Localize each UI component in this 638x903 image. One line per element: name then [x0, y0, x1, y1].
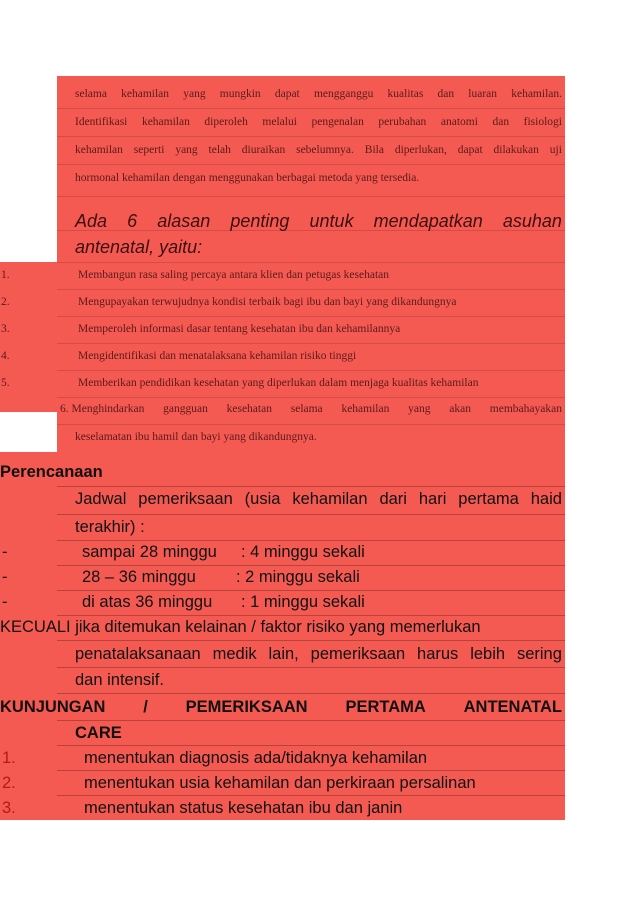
- top-red-block: [57, 76, 565, 264]
- reason-number: 2.: [1, 296, 10, 308]
- reason-number: 5.: [1, 377, 10, 389]
- schedule-range: di atas 36 minggu: [82, 593, 213, 611]
- reason6-line2: keselamatan ibu hamil dan bayi yang dikandungnya.: [75, 431, 317, 443]
- reason-text: Membangun rasa saling percaya antara klien dan petugas kesehatan: [78, 269, 390, 281]
- kunjungan-text: menentukan usia kehamilan dan perkiraan persalinan: [84, 774, 476, 792]
- list-indent-red: [0, 262, 57, 412]
- schedule-range: sampai 28 minggu: [82, 543, 217, 561]
- schedule-dash: -: [2, 543, 8, 561]
- kunjungan-text: menentukan status kesehatan ibu dan janin: [84, 799, 403, 817]
- para1-line1: selama kehamilan yang mungkin dapat mengganggu kualitas dan luaran kehamilan.: [75, 88, 562, 100]
- reason-item: [0, 350, 357, 362]
- reason-item: [0, 323, 401, 335]
- reason-text: Memperoleh informasi dasar tentang kesehatan ibu dan kehamilannya: [78, 323, 401, 335]
- kunjungan-number: 2.: [2, 774, 16, 792]
- reason6-line1: 6. Menghindarkan gangguan kesehatan selama kehamilan yang akan membahayakan: [60, 403, 562, 415]
- kunjungan-text: menentukan diagnosis ada/tidaknya kehamilan: [84, 749, 428, 767]
- reason-number: 1.: [1, 269, 10, 281]
- reason-text: Mengupayakan terwujudnya kondisi terbaik bagi ibu dan bayi yang dikandungnya: [78, 296, 457, 308]
- kecuali-line1: KECUALI jika ditemukan kelainan / faktor risiko yang memerlukan: [0, 618, 481, 636]
- schedule-frequency: : 1 minggu sekali: [241, 593, 365, 611]
- para1-line2: Identifikasi kehamilan diperoleh melalui pengenalan perubahan anatomi dan fisiologi: [75, 116, 562, 128]
- kunjungan-number: 1.: [2, 749, 16, 767]
- reason-item: [0, 269, 390, 281]
- reason-text: Mengidentifikasi dan menatalaksana kehamilan risiko tinggi: [78, 350, 357, 362]
- para1-line4: hormonal kehamilan dengan menggunakan berbagai metoda yang tersedia.: [75, 172, 420, 184]
- schedule-dash: -: [2, 593, 8, 611]
- reason-number: 4.: [1, 350, 10, 362]
- heading-alasan-line1: Ada 6 alasan penting untuk mendapatkan asuhan: [75, 211, 562, 231]
- jadwal-line2: terakhir) :: [75, 518, 145, 536]
- schedule-dash: -: [2, 568, 8, 586]
- kunjungan-number: 3.: [2, 799, 16, 817]
- schedule-frequency: : 2 minggu sekali: [236, 568, 360, 586]
- reason-number: 3.: [1, 323, 10, 335]
- section-title-perencanaan: Perencanaan: [0, 463, 103, 481]
- schedule-range: 28 – 36 minggu: [82, 568, 196, 586]
- schedule-frequency: : 4 minggu sekali: [241, 543, 365, 561]
- reason-item: [0, 377, 479, 389]
- reason-text: Memberikan pendidikan kesehatan yang diperlukan dalam menjaga kualitas kehamilan: [78, 377, 479, 389]
- heading-alasan-line2: antenatal, yaitu:: [75, 237, 203, 257]
- reason-item: [0, 296, 457, 308]
- section-title-kunjungan-line2: CARE: [75, 724, 122, 742]
- section-title-kunjungan-line1: KUNJUNGAN / PEMERIKSAAN PERTAMA ANTENATAL: [0, 698, 562, 716]
- para1-line3: kehamilan seperti yang telah diuraikan sebelumnya. Bila diperlukan, dapat dilakukan uji: [75, 144, 562, 156]
- jadwal-line1: Jadwal pemeriksaan (usia kehamilan dari hari pertama haid: [75, 490, 562, 508]
- kecuali-line3: dan intensif.: [75, 671, 164, 689]
- kecuali-line2: penatalaksanaan medik lain, pemeriksaan harus lebih sering: [75, 645, 562, 663]
